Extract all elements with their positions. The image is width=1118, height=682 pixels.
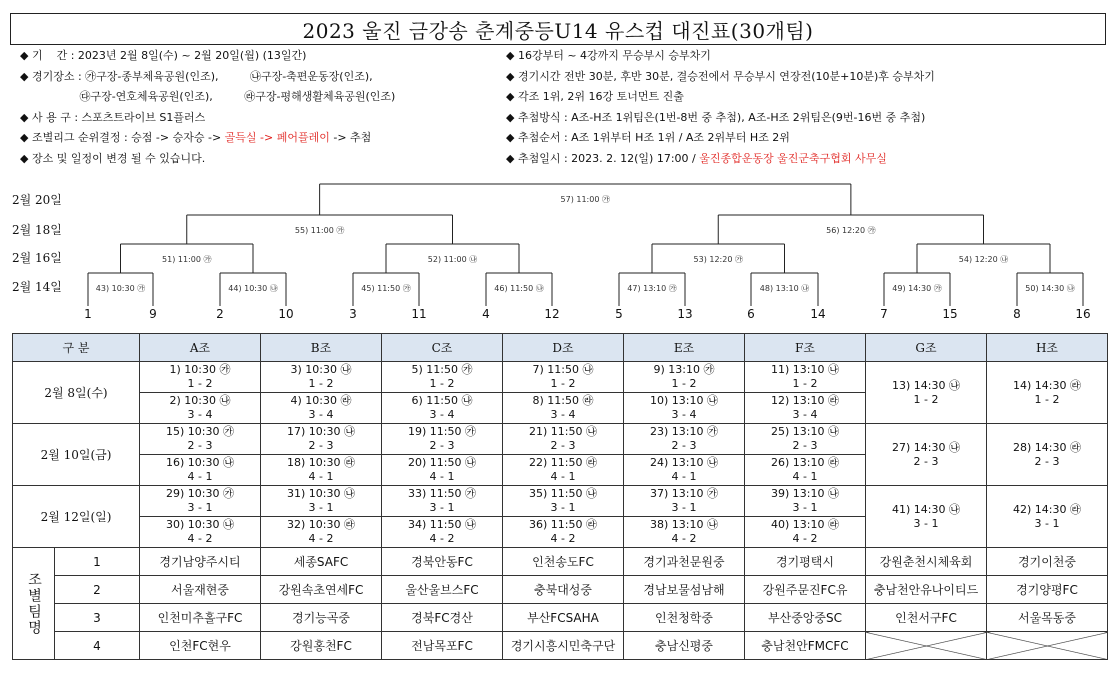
team-name: 충남천안FMCFC — [745, 632, 866, 660]
info-text: -> 추첨 — [329, 131, 372, 144]
quarter-match-label: 54) 12:20 ㉯ — [958, 255, 1009, 264]
info-right-line — [506, 67, 935, 88]
match-pairing: 4 - 2 — [792, 532, 818, 545]
quarter-match-label: 53) 12:20 ㉮ — [693, 255, 743, 264]
info-label: ◆ 경기장소 : — [20, 69, 86, 83]
match-pairing: 3 - 1 — [913, 516, 939, 530]
match-pairing: 3 - 4 — [792, 408, 818, 421]
info-right-line — [506, 46, 935, 67]
match-time: 11) 13:10 ㉯ — [771, 363, 839, 376]
empty-cell — [866, 632, 987, 660]
team-rank: 4 — [55, 632, 140, 660]
match-time: 6) 11:50 ㉯ — [411, 394, 473, 407]
match-time: 28) 14:30 ㉱ — [1013, 440, 1081, 454]
match-pairing: 4 - 2 — [671, 532, 697, 545]
empty-cell — [987, 632, 1108, 660]
team-name: 인천서구FC — [866, 604, 987, 632]
r16-match-label: 48) 13:10 ㉯ — [759, 284, 810, 293]
info-text: 2023년 2월 8일(수) ~ 2월 20일(월) (13일간) — [77, 49, 307, 62]
match-cell — [503, 393, 624, 424]
match-time: 41) 14:30 ㉯ — [892, 502, 960, 516]
team-name: 경기시흥시민축구단 — [503, 632, 624, 660]
info-highlight: 골득실 -> 페어플레이 — [224, 131, 330, 144]
match-cell — [624, 517, 745, 548]
match-cell — [261, 486, 382, 517]
team-name: 경기이천중 — [987, 548, 1108, 576]
match-date: 2월 10일(금) — [13, 424, 140, 486]
match-pairing: 1 - 2 — [1034, 392, 1060, 406]
match-cell — [624, 393, 745, 424]
round-day-label: 2월 14일 — [12, 280, 62, 294]
match-cell — [261, 424, 382, 455]
match-time: 27) 14:30 ㉯ — [892, 440, 960, 454]
match-time: 29) 10:30 ㉮ — [166, 487, 234, 500]
match-cell-h — [987, 362, 1108, 424]
team-name: 인천송도FC — [503, 548, 624, 576]
match-time: 39) 13:10 ㉯ — [771, 487, 839, 500]
info-text: ㉮구장-종부체육공원(인조), ㉯구장-축편운동장(인조), — [85, 69, 373, 83]
match-time: 20) 11:50 ㉯ — [408, 456, 476, 469]
r16-match-label: 43) 10:30 ㉮ — [95, 284, 146, 293]
team-row — [13, 576, 1108, 604]
header-group: F조 — [745, 334, 866, 362]
header-group: G조 — [866, 334, 987, 362]
match-pairing: 2 - 3 — [550, 439, 576, 452]
match-time: 23) 13:10 ㉮ — [650, 425, 718, 438]
teams-side-label: 조별팀명 — [13, 548, 55, 660]
match-time: 24) 13:10 ㉯ — [650, 456, 718, 469]
final-match-label: 57) 11:00 ㉮ — [560, 195, 610, 204]
info-left-line — [20, 87, 395, 108]
info-text: ◆ 16강부터 ~ 4강까지 무승부시 승부차기 — [506, 49, 711, 62]
semi-match-label: 55) 11:00 ㉮ — [294, 226, 345, 235]
team-name: 경기능곡중 — [261, 604, 382, 632]
match-time: 25) 13:10 ㉯ — [771, 425, 839, 438]
header-group: C조 — [382, 334, 503, 362]
match-time: 37) 13:10 ㉮ — [650, 487, 718, 500]
match-pairing: 1 - 2 — [913, 392, 939, 406]
match-cell — [503, 486, 624, 517]
seed-number: 16 — [1075, 307, 1091, 321]
match-pairing: 3 - 4 — [671, 408, 697, 421]
round-day-label: 2월 18일 — [12, 223, 62, 237]
match-cell — [745, 486, 866, 517]
info-text: ◆ 추첨일시 : 2023. 2. 12(일) 17:00 / — [506, 151, 700, 165]
match-cell — [382, 517, 503, 548]
seed-number: 12 — [544, 307, 560, 321]
match-cell — [624, 455, 745, 486]
match-pairing: 3 - 4 — [429, 408, 455, 421]
match-cell — [503, 455, 624, 486]
match-pairing: 4 - 1 — [187, 470, 213, 483]
team-name: 경북안동FC — [382, 548, 503, 576]
match-cell — [745, 424, 866, 455]
match-time: 15) 10:30 ㉮ — [166, 425, 234, 438]
team-name: 울산울브스FC — [382, 576, 503, 604]
match-pairing: 4 - 2 — [429, 532, 455, 545]
match-cell — [140, 362, 261, 393]
match-time: 9) 13:10 ㉮ — [653, 363, 715, 376]
match-time: 32) 10:30 ㉱ — [287, 518, 355, 531]
team-name: 경북FC경산 — [382, 604, 503, 632]
info-text: 승점 -> 승자승 -> — [131, 131, 225, 144]
match-pairing: 3 - 1 — [550, 501, 576, 514]
team-name: 인천미추홀구FC — [140, 604, 261, 632]
match-cell — [503, 362, 624, 393]
page-title: 2023 울진 금강송 춘계중등U14 유스컵 대진표(30개팀) — [10, 13, 1106, 45]
info-text: ◆ 각조 1위, 2위 16강 토너먼트 진출 — [506, 90, 684, 103]
team-name: 충북대성중 — [503, 576, 624, 604]
match-time: 40) 13:10 ㉱ — [771, 518, 839, 531]
match-pairing: 2 - 3 — [308, 439, 334, 452]
match-cell — [745, 362, 866, 393]
match-time: 17) 10:30 ㉯ — [287, 425, 355, 438]
seed-number: 13 — [677, 307, 693, 321]
header-group: E조 — [624, 334, 745, 362]
match-cell — [140, 486, 261, 517]
r16-match-label: 49) 14:30 ㉮ — [892, 284, 942, 293]
match-time: 18) 10:30 ㉱ — [287, 456, 355, 469]
team-name: 전남목포FC — [382, 632, 503, 660]
match-cell — [382, 424, 503, 455]
team-name: 경기과천문원중 — [624, 548, 745, 576]
info-text: 장소 및 일정이 변경 될 수 있습니다. — [31, 151, 206, 165]
match-pairing: 4 - 1 — [792, 470, 818, 483]
match-pairing: 1 - 2 — [550, 377, 576, 390]
match-cell — [503, 424, 624, 455]
semi-match-label: 56) 12:20 ㉮ — [826, 226, 876, 235]
info-left-line — [20, 128, 395, 149]
info-right-line — [506, 149, 935, 170]
info-left-line — [20, 149, 395, 170]
match-pairing: 2 - 3 — [792, 439, 818, 452]
header-group: H조 — [987, 334, 1108, 362]
match-time: 1) 10:30 ㉮ — [169, 363, 231, 376]
team-name: 세종SAFC — [261, 548, 382, 576]
match-time: 26) 13:10 ㉱ — [771, 456, 839, 469]
team-row — [13, 604, 1108, 632]
match-pairing: 3 - 4 — [187, 408, 213, 421]
match-time: 7) 11:50 ㉯ — [532, 363, 594, 376]
match-pairing: 1 - 2 — [187, 377, 213, 390]
seed-number: 5 — [615, 307, 623, 321]
match-time: 38) 13:10 ㉯ — [650, 518, 718, 531]
r16-match-label: 50) 14:30 ㉯ — [1025, 284, 1075, 293]
match-cell — [382, 486, 503, 517]
match-time: 5) 11:50 ㉮ — [411, 363, 473, 376]
match-time: 35) 11:50 ㉯ — [529, 487, 597, 500]
match-cell — [140, 393, 261, 424]
match-cell — [382, 393, 503, 424]
team-row — [13, 632, 1108, 660]
match-pairing: 2 - 3 — [671, 439, 697, 452]
team-name: 충남천안유나이티드 — [866, 576, 987, 604]
team-rank: 3 — [55, 604, 140, 632]
info-left — [20, 46, 395, 169]
match-pairing: 3 - 1 — [308, 501, 334, 514]
seed-number: 9 — [149, 307, 157, 321]
match-cell — [745, 393, 866, 424]
match-time: 21) 11:50 ㉯ — [529, 425, 597, 438]
match-pairing: 4 - 2 — [187, 532, 213, 545]
match-pairing: 3 - 4 — [308, 408, 334, 421]
seed-number: 7 — [880, 307, 888, 321]
seed-number: 15 — [942, 307, 958, 321]
info-label: ◆ — [20, 151, 32, 165]
match-cell — [382, 362, 503, 393]
team-name: 부산FCSAHA — [503, 604, 624, 632]
match-pairing: 3 - 1 — [429, 501, 455, 514]
match-pairing: 2 - 3 — [913, 454, 939, 468]
match-time: 2) 10:30 ㉯ — [169, 394, 231, 407]
info-text: ◆ 추첨방식 : A조-H조 1위팀은(1번-8번 중 추첨), A조-H조 2위팀은(9번-16번 중 추첨) — [506, 110, 926, 124]
tournament-bracket — [0, 178, 1118, 328]
info-text: 스포츠트라이브 S1플러스 — [81, 110, 206, 124]
match-pairing: 3 - 4 — [550, 408, 576, 421]
match-cell-h — [987, 486, 1108, 548]
header-group: A조 — [140, 334, 261, 362]
match-time: 30) 10:30 ㉯ — [166, 518, 234, 531]
match-time: 19) 11:50 ㉮ — [408, 425, 476, 438]
match-pairing: 3 - 1 — [671, 501, 697, 514]
info-text: ㉰구장-연호체육공원(인조), ㉱구장-평해생활체육공원(인조) — [20, 90, 396, 103]
r16-match-label: 45) 11:50 ㉮ — [361, 284, 411, 293]
team-row — [13, 548, 1108, 576]
seed-number: 8 — [1013, 307, 1021, 321]
match-time: 14) 14:30 ㉱ — [1013, 378, 1081, 392]
match-time: 42) 14:30 ㉱ — [1013, 502, 1081, 516]
team-name: 충남신평중 — [624, 632, 745, 660]
match-time: 3) 10:30 ㉯ — [290, 363, 352, 376]
match-cell — [745, 517, 866, 548]
seed-number: 4 — [482, 307, 490, 321]
team-name: 서울목동중 — [987, 604, 1108, 632]
match-pairing: 1 - 2 — [308, 377, 334, 390]
match-pairing: 1 - 2 — [671, 377, 697, 390]
info-right — [506, 46, 935, 169]
match-cell — [261, 393, 382, 424]
match-pairing: 1 - 2 — [792, 377, 818, 390]
team-name: 인천FC현우 — [140, 632, 261, 660]
team-name: 서울재현중 — [140, 576, 261, 604]
seed-number: 11 — [411, 307, 427, 321]
match-cell-g — [866, 362, 987, 424]
match-pairing: 4 - 2 — [308, 532, 334, 545]
match-pairing: 3 - 1 — [792, 501, 818, 514]
seed-number: 14 — [810, 307, 826, 321]
match-time: 31) 10:30 ㉯ — [287, 487, 355, 500]
match-pairing: 4 - 1 — [671, 470, 697, 483]
match-pairing: 2 - 3 — [187, 439, 213, 452]
match-time: 22) 11:50 ㉱ — [529, 456, 597, 469]
match-cell — [140, 424, 261, 455]
seed-number: 3 — [349, 307, 357, 321]
team-name: 경기평택시 — [745, 548, 866, 576]
team-name: 경기남양주시티 — [140, 548, 261, 576]
team-name: 강원춘천시체육회 — [866, 548, 987, 576]
match-cell — [261, 362, 382, 393]
info-left-line — [20, 67, 395, 88]
match-time: 10) 13:10 ㉯ — [650, 394, 718, 407]
match-pairing: 3 - 1 — [1034, 516, 1060, 530]
r16-match-label: 47) 13:10 ㉮ — [627, 284, 677, 293]
match-cell — [140, 517, 261, 548]
info-text: ◆ 추첨순서 : A조 1위부터 H조 1위 / A조 2위부터 H조 2위 — [506, 131, 790, 144]
match-pairing: 2 - 3 — [1034, 454, 1060, 468]
match-cell — [382, 455, 503, 486]
match-cell-h — [987, 424, 1108, 486]
header-group: B조 — [261, 334, 382, 362]
match-cell — [624, 424, 745, 455]
match-pairing: 3 - 1 — [187, 501, 213, 514]
info-text: ◆ 경기시간 전반 30분, 후반 30분, 결승전에서 무승부시 연장전(10분+10분)후 승부차기 — [506, 69, 935, 83]
match-cell — [503, 517, 624, 548]
group-schedule-table — [12, 333, 1108, 660]
match-pairing: 2 - 3 — [429, 439, 455, 452]
info-left-line — [20, 46, 395, 67]
team-name: 강원주문진FC유 — [745, 576, 866, 604]
info-right-line — [506, 108, 935, 129]
info-right-line — [506, 128, 935, 149]
match-cell — [261, 517, 382, 548]
r16-match-label: 44) 10:30 ㉯ — [228, 284, 278, 293]
team-name: 인천청학중 — [624, 604, 745, 632]
schedule-row — [13, 424, 1108, 455]
seed-number: 2 — [216, 307, 224, 321]
match-cell — [745, 455, 866, 486]
info-right-line — [506, 87, 935, 108]
team-rank: 1 — [55, 548, 140, 576]
seed-number: 1 — [84, 307, 92, 321]
match-cell — [140, 455, 261, 486]
match-time: 16) 10:30 ㉯ — [166, 456, 234, 469]
match-pairing: 4 - 1 — [550, 470, 576, 483]
match-cell-g — [866, 424, 987, 486]
schedule-row — [13, 486, 1108, 517]
match-pairing: 4 - 1 — [308, 470, 334, 483]
quarter-match-label: 52) 11:00 ㉯ — [427, 255, 478, 264]
info-label: ◆ 기 간 : — [20, 49, 78, 62]
team-name: 부산중앙중SC — [745, 604, 866, 632]
quarter-match-label: 51) 11:00 ㉮ — [162, 255, 212, 264]
match-pairing: 4 - 1 — [429, 470, 455, 483]
header-group: D조 — [503, 334, 624, 362]
team-name: 경기양평FC — [987, 576, 1108, 604]
match-pairing: 4 - 2 — [550, 532, 576, 545]
match-time: 33) 11:50 ㉮ — [408, 487, 476, 500]
schedule-row — [13, 362, 1108, 393]
match-time: 34) 11:50 ㉯ — [408, 518, 476, 531]
seed-number: 6 — [747, 307, 755, 321]
info-left-line — [20, 108, 395, 129]
match-time: 36) 11:50 ㉱ — [529, 518, 597, 531]
match-cell — [624, 362, 745, 393]
team-name: 경남보물섬남해 — [624, 576, 745, 604]
match-pairing: 1 - 2 — [429, 377, 455, 390]
team-rank: 2 — [55, 576, 140, 604]
match-date: 2월 8일(수) — [13, 362, 140, 424]
r16-match-label: 46) 11:50 ㉯ — [494, 284, 544, 293]
match-date: 2월 12일(일) — [13, 486, 140, 548]
match-cell — [624, 486, 745, 517]
header-category: 구 분 — [13, 334, 140, 362]
team-name: 강원속초연세FC — [261, 576, 382, 604]
team-name: 강원홍천FC — [261, 632, 382, 660]
match-time: 12) 13:10 ㉱ — [771, 394, 839, 407]
seed-number: 10 — [278, 307, 294, 321]
match-cell — [261, 455, 382, 486]
match-time: 13) 14:30 ㉯ — [892, 378, 960, 392]
match-cell-g — [866, 486, 987, 548]
info-highlight: 울진종합운동장 울진군축구협회 사무실 — [699, 151, 887, 165]
round-day-label: 2월 20일 — [12, 193, 62, 207]
info-label: ◆ 조별리그 순위결정 : — [20, 131, 132, 144]
match-time: 8) 11:50 ㉱ — [532, 394, 594, 407]
match-time: 4) 10:30 ㉱ — [290, 394, 352, 407]
info-label: ◆ 사 용 구 : — [20, 110, 82, 124]
round-day-label: 2월 16일 — [12, 251, 62, 265]
